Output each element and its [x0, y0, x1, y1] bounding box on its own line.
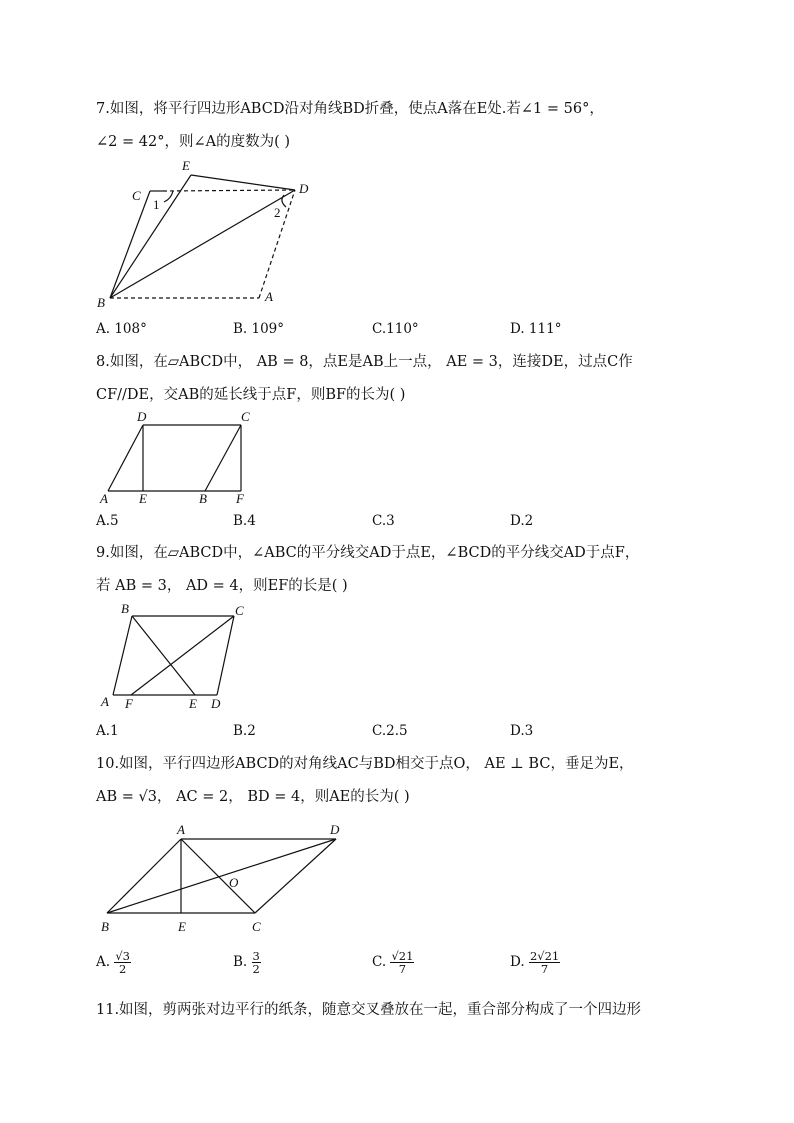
label-A: A — [265, 289, 273, 304]
figure-q9-parallelogram — [95, 600, 265, 715]
label-E: E — [139, 491, 147, 506]
label-E: E — [178, 919, 186, 934]
label-A: A — [177, 822, 185, 837]
q10-option-d: D. $\frac{2√21}{7}$ — [510, 949, 560, 977]
q7-option-b: B. 109° — [233, 321, 285, 337]
q10-option-a: A. $\frac{√3}{2}$ — [96, 949, 130, 977]
label-O: O — [229, 875, 239, 890]
q9-option-c: C.2.5 — [372, 723, 408, 739]
label-D: D — [330, 822, 340, 837]
q8-option-a: A.5 — [96, 513, 119, 529]
q8-option-c: C.3 — [372, 513, 395, 529]
question-8-line-2: CF//DE，交AB的延长线于点F，则BF的长为( ) — [96, 387, 406, 403]
question-10-line-2: AB = √3， AC = 2， BD = 4，则AE的长为( ) — [96, 789, 410, 805]
label-F: F — [236, 491, 244, 506]
question-9-line-1: 9.如图，在▱ABCD中，∠ABC的平分线交AD于点E，∠BCD的平分线交AD于点F， — [96, 545, 640, 561]
q8-option-b: B.4 — [233, 513, 256, 529]
label-A: A — [101, 694, 109, 709]
label-E: E — [182, 158, 190, 173]
label-A: A — [100, 491, 108, 506]
q9-option-a: A.1 — [96, 723, 119, 739]
q8-option-d: D.2 — [510, 513, 534, 529]
q7-option-c: C.110° — [372, 321, 419, 337]
label-B: B — [101, 919, 109, 934]
figure-q8-parallelogram — [95, 407, 265, 507]
question-10-line-1: 10.如图，平行四边形ABCD的对角线AC与BD相交于点O， AE ⊥ BC，垂足为E， — [96, 756, 634, 772]
label-C: C — [235, 603, 244, 618]
q10-option-c: C. $\frac{√21}{7}$ — [372, 949, 414, 977]
label-B: B — [121, 601, 129, 616]
question-7-line-2: ∠2 = 42°，则∠A的度数为( ) — [96, 134, 290, 150]
label-F: F — [125, 696, 133, 711]
question-11-line-1: 11.如图，剪两张对边平行的纸条，随意交叉叠放在一起，重合部分构成了一个四边形 — [96, 1002, 642, 1018]
q7-option-a: A. 108° — [96, 321, 147, 337]
question-8-line-1: 8.如图，在▱ABCD中， AB = 8，点E是AB上一点， AE = 3，连接DE，过点C作 — [96, 354, 633, 370]
q7-option-d: D. 111° — [510, 321, 562, 337]
angle-2-label: 2 — [274, 205, 281, 220]
question-9-line-2: 若 AB = 3， AD = 4，则EF的长是( ) — [96, 578, 348, 594]
q9-option-b: B.2 — [233, 723, 256, 739]
label-C: C — [132, 188, 141, 203]
label-D: D — [137, 409, 147, 424]
label-C: C — [252, 919, 261, 934]
question-7-line-1: 7.如图，将平行四边形ABCD沿对角线BD折叠，使点A落在E处.若∠1 = 56°， — [96, 101, 604, 117]
figure-q7-folded-parallelogram — [95, 155, 325, 310]
angle-1-label: 1 — [153, 197, 160, 212]
label-D: D — [211, 696, 221, 711]
label-C: C — [241, 409, 250, 424]
label-B: B — [97, 295, 105, 310]
q9-option-d: D.3 — [510, 723, 534, 739]
label-D: D — [299, 181, 309, 196]
label-B: B — [199, 491, 207, 506]
label-E: E — [189, 696, 197, 711]
figure-q10-parallelogram — [95, 815, 355, 940]
q10-option-b: B. $\frac{3}{2}$ — [233, 949, 260, 977]
